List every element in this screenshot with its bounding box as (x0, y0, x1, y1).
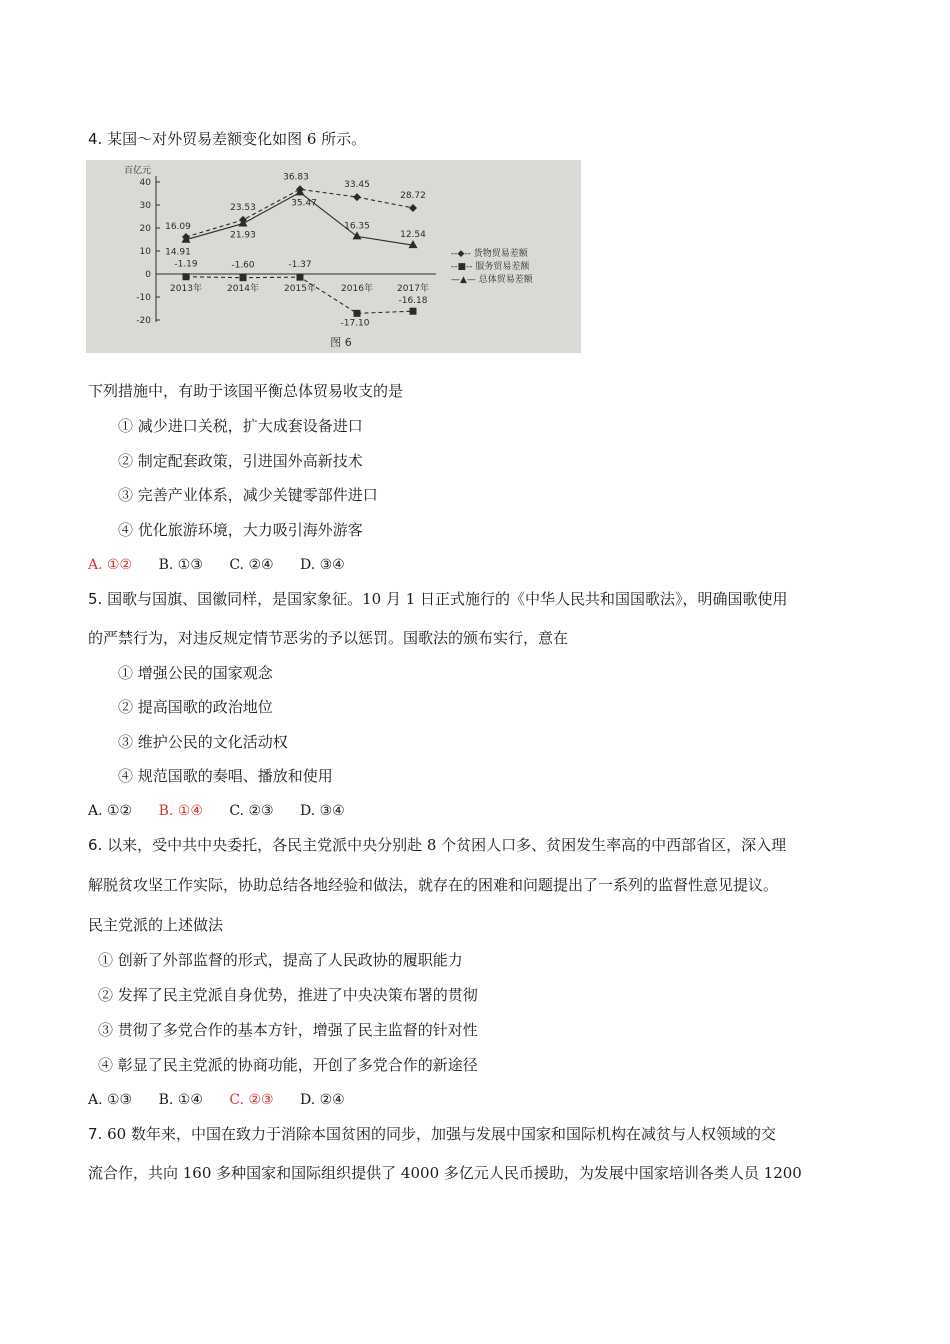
q4-number: 4. (88, 130, 103, 148)
q6-option-c: C. ②③ (229, 1092, 274, 1108)
q5-stem-1 (88, 589, 788, 609)
data-label-0-1: 23.53 (230, 202, 256, 213)
q5-option-b: B. ①④ (158, 803, 203, 819)
x-tick-label: 2013年 (170, 284, 202, 294)
q5-option-c: C. ②③ (229, 803, 274, 819)
data-label-1-2: -1.37 (288, 260, 312, 271)
data-label-1-3: -17.10 (340, 318, 370, 329)
x-tick-label: 2015年 (284, 284, 316, 294)
data-label-1-1: -1.60 (231, 260, 255, 271)
data-label-2-3: 16.35 (344, 221, 370, 232)
q6-option-a: A. ①③ (88, 1092, 133, 1108)
x-tick-label: 2014年 (227, 284, 259, 294)
data-point-1-1 (240, 274, 247, 281)
q6-item-2: ② 发挥了民主党派自身优势，推进了中央决策布署的贯彻 (98, 986, 478, 1004)
data-label-2-0: 14.91 (165, 247, 191, 258)
data-point-2-3 (353, 231, 362, 239)
q5-item-1: ① 增强公民的国家观念 (118, 664, 273, 682)
x-tick-label: 2016年 (341, 284, 373, 294)
q6-number: 6. (88, 836, 103, 854)
data-label-2-1: 21.93 (230, 230, 256, 241)
q5-item-4: ④ 规范国歌的奏唱、播放和使用 (118, 767, 333, 785)
data-label-0-3: 33.45 (344, 180, 370, 191)
y-tick-label: -10 (136, 293, 151, 303)
data-point-1-0 (183, 273, 190, 280)
data-label-0-4: 28.72 (400, 190, 426, 201)
q4-prompt: 下列措施中，有助于该国平衡总体贸易收支的是 (88, 382, 404, 400)
y-tick-label: 20 (139, 224, 151, 234)
q5-options (88, 801, 367, 821)
q5-item-3: ③ 维护公民的文化活动权 (118, 733, 288, 751)
q6-stem-3: 民主党派的上述做法 (88, 916, 224, 934)
figure-caption: 图 6 (330, 336, 352, 349)
q7-stem-1 (88, 1124, 776, 1144)
data-point-0-3 (353, 193, 361, 201)
chart-svg (86, 160, 581, 353)
y-tick-label: 40 (139, 178, 151, 188)
data-point-1-3 (354, 310, 361, 317)
q5-option-d: D. ③④ (300, 803, 345, 819)
legend-entry-2: —▲— 总体贸易差额 (451, 275, 533, 285)
q4-item-2: ② 制定配套政策，引进国外高新技术 (118, 452, 363, 470)
q6-option-d: D. ②④ (300, 1092, 345, 1108)
q4-option-b: B. ①③ (158, 557, 203, 573)
q6-stem-2: 解脱贫攻坚工作实际，协助总结各地经验和做法，就存在的困难和问题提出了一系列的监督性意见提议。 (88, 876, 779, 894)
data-point-1-2 (297, 274, 304, 281)
trade-balance-chart (86, 160, 581, 353)
data-label-2-4: 12.54 (400, 230, 426, 241)
q4-option-d: D. ③④ (300, 557, 345, 573)
data-point-1-4 (410, 308, 417, 315)
q5-item-2: ② 提高国歌的政治地位 (118, 698, 273, 716)
data-label-0-0: 16.09 (165, 221, 191, 232)
x-tick-label: 2017年 (397, 284, 429, 294)
q6-item-4: ④ 彰显了民主党派的协商功能，开创了多党合作的新途径 (98, 1056, 478, 1074)
data-point-0-4 (409, 204, 417, 212)
series-line-1 (186, 277, 413, 314)
q6-item-1: ① 创新了外部监督的形式，提高了人民政协的履职能力 (98, 951, 463, 969)
y-tick-label: 10 (139, 247, 151, 257)
legend-entry-1: --■-- 服务贸易差额 (451, 262, 530, 272)
data-label-0-2: 36.83 (283, 172, 309, 183)
q4-stem (88, 129, 366, 149)
y-tick-label: 30 (139, 201, 151, 211)
q6-stem-1 (88, 835, 786, 855)
q6-item-3: ③ 贯彻了多党合作的基本方针，增强了民主监督的针对性 (98, 1021, 478, 1039)
q5-option-a: A. ①② (88, 803, 133, 819)
y-axis-unit-label: 百亿元 (124, 166, 152, 176)
data-label-1-0: -1.19 (174, 259, 198, 270)
legend-entry-0: --◆-- 货物贸易差额 (451, 249, 528, 259)
q6-option-b: B. ①④ (158, 1092, 203, 1108)
q4-option-c: C. ②④ (229, 557, 274, 573)
q6-options (88, 1090, 367, 1110)
q6-stem-text-1: 以来，受中共中央委托，各民主党派中央分别赴 8 个贫困人口多、贫困发生率高的中西部省区，深入理 (107, 836, 787, 854)
q5-stem-text-1: 国歌与国旗、国徽同样，是国家象征。10 月 1 日正式施行的《中华人民共和国国歌法》，明确国歌使用 (107, 590, 788, 608)
q7-stem-text-1: 60 数年来，中国在致力于消除本国贫困的同步，加强与发展中国家和国际机构在减贫与人权领域的交 (107, 1125, 776, 1143)
q7-stem-2: 流合作，共向 160 多种国家和国际组织提供了 4000 多亿元人民币援助，为发展中国家培训各类人员 1200 (88, 1164, 802, 1182)
y-tick-label: -20 (136, 316, 151, 326)
q4-item-3: ③ 完善产业体系，减少关键零部件进口 (118, 486, 378, 504)
q4-option-a: A. ①② (88, 557, 133, 573)
q4-options (88, 555, 367, 575)
q5-number: 5. (88, 590, 103, 608)
q4-stem-text: 某国～对外贸易差额变化如图 6 所示。 (107, 130, 367, 148)
q5-stem-2: 的严禁行为，对违反规定情节恶劣的予以惩罚。国歌法的颁布实行，意在 (88, 629, 569, 647)
y-tick-label: 0 (145, 270, 151, 280)
data-label-2-2: 35.47 (291, 198, 317, 209)
q4-item-4: ④ 优化旅游环境，大力吸引海外游客 (118, 521, 363, 539)
q7-number: 7. (88, 1125, 103, 1143)
q4-item-1: ① 减少进口关税，扩大成套设备进口 (118, 417, 363, 435)
data-label-1-4: -16.18 (398, 296, 428, 307)
